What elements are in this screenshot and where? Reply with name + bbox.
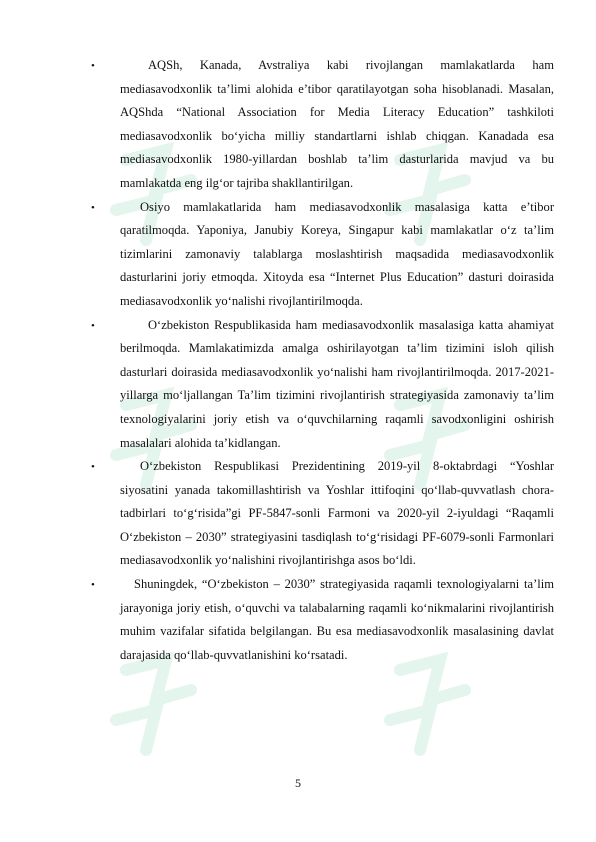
paragraph-text: O‘zbekiston Respublikasida ham mediasavodxonlik masalasiga katta ahamiyat berilmoqda. Mamlakatimizda amalga oshirilayotgan ta’lim tizimini isloh qilish dasturlari doirasida mediasavodxonlik yo‘nalishi ham rivojlantirilmoqda. 2017-2021-yillarga mo‘ljallangan Ta’lim tizimini rivojlantirish strategiyasida zamonaviy ta’lim texnologiyalarini joriy etish va o‘quvchilarning raqamli savodxonligini oshirish masalalari alohida ta’kidlangan. bbox=[120, 317, 554, 450]
bullet-icon: • bbox=[91, 319, 95, 332]
bullet-icon: • bbox=[91, 201, 95, 214]
paragraph-text: O‘zbekiston Respublikasi Prezidentining 2019-yil 8-oktabrdagi “Yoshlar siyosatini yanada takomillashtirish va Yoshlar ittifoqini qo‘llab-quvvatlash chora-tadbirlari to‘g‘risida”gi PF-5847-sonli Farmoni va 2020-yil 2-iyuldagi “Raqamli O‘zbekiston – 2030” strategiyasini tasdiqlash to‘g‘risidagi PF-6079-sonli Farmonlari mediasavodxonlik yo‘nalishini rivojlantirishga asos bo‘ldi. bbox=[120, 459, 554, 568]
bullet-icon: • bbox=[91, 60, 95, 72]
list-item bbox=[91, 196, 554, 314]
paragraph-text: Osiyo mamlakatlarida ham mediasavodxonlik masalasiga katta e’tibor qaratilmoqda. Yaponiya, Janubiy Koreya, Singapur kabi mamlakatlar o‘z ta’lim tizimlarini zamonaviy talablarga moslashtirish maqsadida mediasavodxonlik dasturlarini joriy etmoqda. Xitoyda esa “Internet Plus Education” dasturi doirasida mediasavodxonlik yo‘nalishi rivojlantirilmoqda. bbox=[120, 199, 554, 308]
bullet-icon: • bbox=[91, 461, 95, 474]
list-item bbox=[91, 54, 554, 196]
list-item bbox=[91, 455, 554, 573]
list-item bbox=[91, 573, 554, 667]
bullet-icon: • bbox=[91, 579, 95, 592]
paragraph-text: AQSh, Kanada, Avstraliya kabi rivojlangan mamlakatlarda ham mediasavodxonlik ta’limi alohida e’tibor qaratilayotgan soha hisoblanadi. Masalan, AQShda “National Association for Media Literacy Education” tashkiloti mediasavodxonlik bo‘yicha milliy standartlarni ishlab chiqgan. Kanadada esa mediasavodxonlik 1980-yillardan boshlab ta’lim dasturlarida mavjud va bu mamlakatda eng ilg‘or tajriba shakllantirilgan. bbox=[120, 58, 554, 190]
list-item bbox=[91, 314, 554, 456]
page-number: 5 bbox=[295, 776, 301, 790]
bullet-list bbox=[91, 54, 554, 667]
paragraph-text: Shuningdek, “O‘zbekiston – 2030” strategiyasida raqamli texnologiyalarni ta’lim jarayoniga joriy etish, o‘quvchi va talabalarning raqamli ko‘nikmalarini rivojlantirish muhim vazifalar sifatida belgilangan. Bu esa mediasavodxonlik masalasining davlat darajasida qo‘llab-quvvatlanishini ko‘rsatadi. bbox=[120, 577, 554, 662]
